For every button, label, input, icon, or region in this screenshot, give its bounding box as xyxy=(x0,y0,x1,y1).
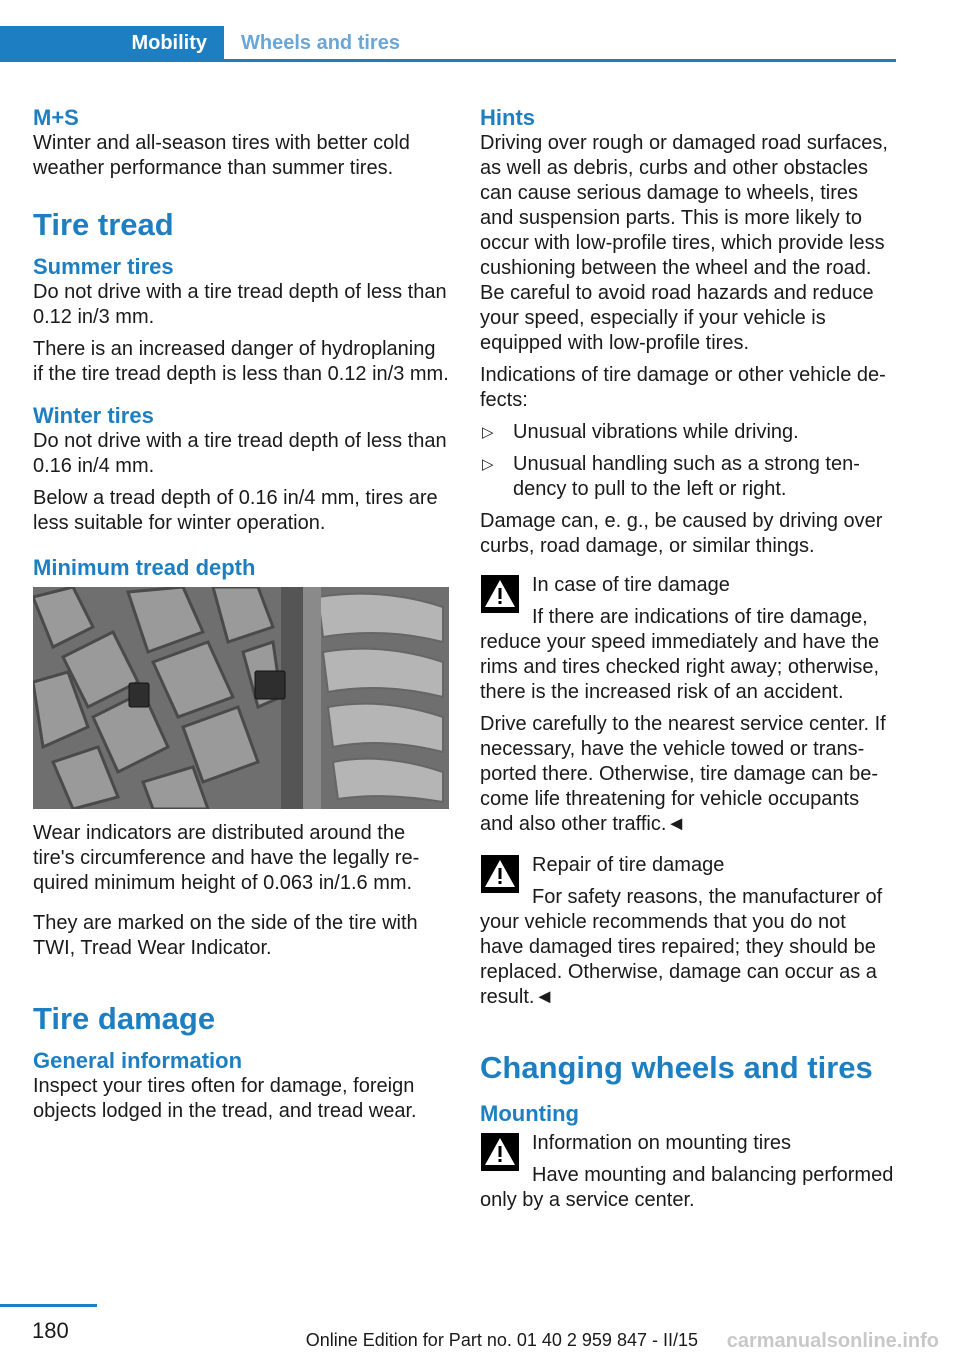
hints-p: Driving over rough or damaged road surfaces, as well as debris, curbs and other obstacles can cause serious damage to wheels, tires and suspension parts. This is more likely to occur with low-profile tires, which provide less cushioning between the wheel and the road. Be careful to avoid road hazards and reduce your speed, especially if your vehicle is equipped with low-profile tires. xyxy=(480,132,888,354)
bullet-triangle-icon: ▷ xyxy=(482,424,494,441)
tire-tread-title: Tire tread xyxy=(33,207,174,242)
changing-wheels-title: Changing wheels and tires xyxy=(480,1050,873,1085)
page-number: 180 xyxy=(32,1318,69,1343)
warning-mounting-body: Have mounting and balancing performed only by a service center. xyxy=(480,1164,894,1211)
winter-tires-heading: Winter tires xyxy=(33,403,154,428)
mounting-heading: Mounting xyxy=(480,1101,579,1126)
ms-heading: M+S xyxy=(33,105,79,130)
summer-tires-p2: There is an increased danger of hydroplaning if the tire tread depth is less than 0.12 in/3 mm. xyxy=(33,338,449,385)
left-column xyxy=(33,100,449,1131)
hints-heading: Hints xyxy=(480,105,535,130)
warning-mounting-tires xyxy=(480,1131,894,1213)
winter-tires-p1: Do not drive with a tire tread depth of less than 0.16 in/4 mm. xyxy=(33,430,447,477)
warning-tire-damage xyxy=(480,573,894,705)
footer-rule xyxy=(0,1304,97,1307)
section-tab-mobility: Mobility xyxy=(0,26,224,60)
list-item xyxy=(480,452,894,502)
damage-indications-list xyxy=(480,420,894,502)
warning-triangle-icon xyxy=(481,855,519,893)
minimum-tread-depth-heading: Minimum tread depth xyxy=(33,555,256,580)
warning-repair-title: Repair of tire damage xyxy=(532,854,725,876)
list-item-text: Unusual vibrations while driving. xyxy=(513,421,799,443)
watermark-logo: carmanualsonline.info xyxy=(726,1330,939,1352)
tire-tread-illustration xyxy=(33,587,449,809)
summer-tires-p1: Do not drive with a tire tread depth of less than 0.12 in/3 mm. xyxy=(33,281,447,328)
page-header xyxy=(0,0,896,62)
warning-repair-tire-damage xyxy=(480,853,894,1010)
tire-damage-title: Tire damage xyxy=(33,1001,216,1036)
chapter-tab-wheels-and-tires: Wheels and tires xyxy=(241,31,400,54)
wear-indicators-p1: Wear indicators are distributed around the tire's circumference and have the legally required minimum height of 0.063 in/1.6 mm. xyxy=(33,822,420,894)
winter-tires-p2: Below a tread depth of 0.16 in/4 mm, tires are less suitable for winter operation. xyxy=(33,487,438,534)
drive-carefully-p: Drive carefully to the nearest service center. If necessary, have the vehicle towed or transported there. Otherwise, tire damage can become life threatening for vehicle occupants and also other traffic.◄ xyxy=(480,713,886,835)
ms-text: Winter and all-season tires with better cold weather performance than summer tires. xyxy=(33,132,410,179)
warning-tire-damage-body: If there are indications of tire damage, reduce your speed immediately and have the rims and tires checked right away; otherwise, there is the increased risk of an accident. xyxy=(480,606,880,703)
general-information-heading: General information xyxy=(33,1048,243,1073)
edition-line: Online Edition for Part no. 01 40 2 959 847 - II/15 xyxy=(305,1330,698,1350)
warning-mounting-title: Information on mounting tires xyxy=(532,1132,792,1154)
right-column xyxy=(480,100,894,1220)
summer-tires-heading: Summer tires xyxy=(33,254,174,279)
list-item xyxy=(480,420,894,445)
damage-causes-p: Damage can, e. g., be caused by driving over curbs, road damage, or similar things. xyxy=(480,510,883,557)
wear-indicators-p2: They are marked on the side of the tire with TWI, Tread Wear Indicator. xyxy=(33,912,418,959)
warning-triangle-icon xyxy=(481,575,519,613)
indications-p: Indications of tire damage or other vehicle defects: xyxy=(480,364,886,411)
list-item-text: Unusual handling such as a strong tendency to pull to the left or right. xyxy=(513,453,860,500)
warning-tire-damage-title: In case of tire damage xyxy=(532,574,730,596)
header-rule xyxy=(0,59,896,62)
bullet-triangle-icon: ▷ xyxy=(482,456,494,473)
general-information-p: Inspect your tires often for damage, foreign objects lodged in the tread, and tread wear. xyxy=(33,1075,417,1122)
warning-triangle-icon xyxy=(481,1133,519,1171)
warning-repair-body: For safety reasons, the manufacturer of your vehicle recommends that you do not have damaged tires repaired; they should be replaced. Otherwise, damage can occur as a result.◄ xyxy=(480,886,883,1008)
